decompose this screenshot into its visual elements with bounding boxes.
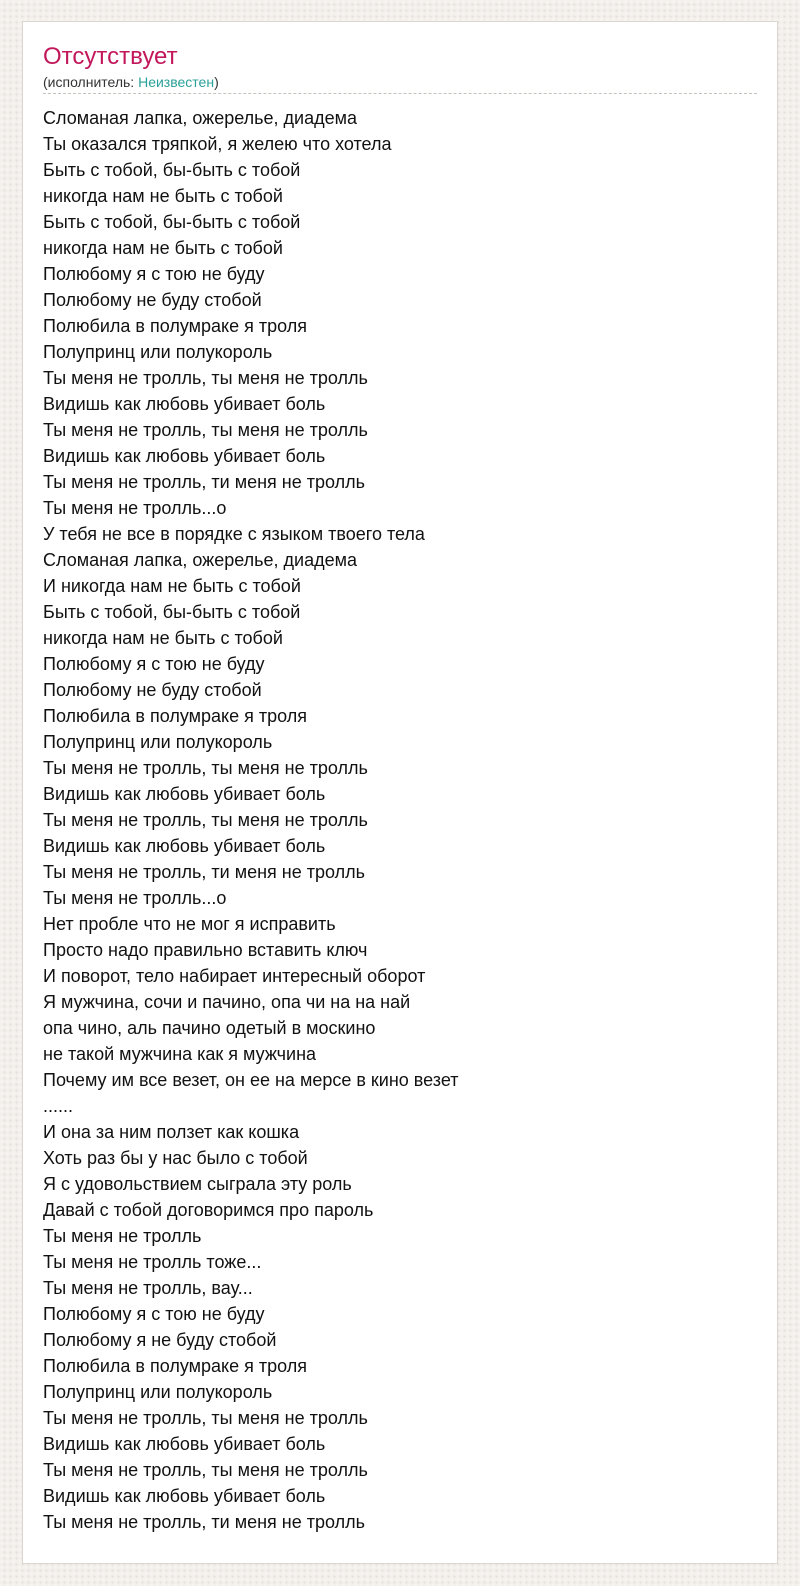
lyric-line: опа чино, аль пачино одетый в москино (43, 1018, 376, 1038)
artist-prefix: (исполнитель: (43, 74, 139, 90)
lyric-line: Ты меня не тролль, ты меня не тролль (43, 1408, 368, 1428)
lyric-line: никогда нам не быть с тобой (43, 186, 283, 206)
lyric-line: не такой мужчина как я мужчина (43, 1044, 317, 1064)
lyric-line: Быть с тобой, бы-быть с тобой (43, 160, 301, 180)
lyric-line: Я с удовольствием сыграла эту роль (43, 1174, 352, 1194)
artist-link[interactable]: Неизвестен (138, 74, 215, 90)
title-divider (43, 93, 757, 94)
lyric-line: Полупринц или полукороль (43, 342, 273, 362)
lyric-line: И она за ним ползет как кошка (43, 1122, 300, 1142)
lyric-line: Видишь как любовь убивает боль (43, 836, 326, 856)
lyric-line: Ты меня не тролль, ты меня не тролль (43, 368, 368, 388)
lyric-line: Видишь как любовь убивает боль (43, 1434, 326, 1454)
lyric-line: Полюбому не буду стобой (43, 290, 262, 310)
lyric-line: Сломаная лапка, ожерелье, диадема (43, 108, 357, 128)
lyric-line: Ты меня не тролль, ты меня не тролль (43, 810, 368, 830)
lyric-line: Давай с тобой договоримся про пароль (43, 1200, 374, 1220)
lyric-line: И никогда нам не быть с тобой (43, 576, 301, 596)
lyric-line: Просто надо правильно вставить ключ (43, 940, 368, 960)
lyric-line: Ты меня не тролль, ти меня не тролль (43, 862, 366, 882)
lyric-line: Полюбому я с тою не буду (43, 1304, 265, 1324)
artist-suffix: ) (214, 74, 219, 90)
lyric-line: Полюбому я с тою не буду (43, 264, 265, 284)
lyric-line: Ты меня не тролль...о (43, 888, 227, 908)
lyric-line: Ты меня не тролль, ты меня не тролль (43, 758, 368, 778)
lyric-line: никогда нам не быть с тобой (43, 238, 283, 258)
lyric-line: И поворот, тело набирает интересный оборот (43, 966, 426, 986)
lyric-line: Хоть раз бы у нас было с тобой (43, 1148, 308, 1168)
lyric-line: Ты меня не тролль (43, 1226, 202, 1246)
lyric-line: Я мужчина, сочи и пачино, опа чи на на най (43, 992, 411, 1012)
lyric-line: Видишь как любовь убивает боль (43, 784, 326, 804)
lyrics-card (22, 21, 778, 1564)
lyric-line: Быть с тобой, бы-быть с тобой (43, 212, 301, 232)
lyric-line: Ты меня не тролль тоже... (43, 1252, 262, 1272)
lyric-line: Ты меня не тролль...о (43, 498, 227, 518)
lyric-line: Полюбила в полумраке я троля (43, 316, 308, 336)
lyric-line: Ты меня не тролль, вау... (43, 1278, 253, 1298)
lyric-line: Полупринц или полукороль (43, 732, 273, 752)
lyric-line: Полюбила в полумраке я троля (43, 1356, 308, 1376)
lyric-line: У тебя не все в порядке с языком твоего тела (43, 524, 425, 544)
lyrics-body (43, 105, 757, 1535)
lyric-line: Нет пробле что не мог я исправить (43, 914, 336, 934)
lyric-line: Ты меня не тролль, ти меня не тролль (43, 472, 366, 492)
lyric-line: Полюбому я с тою не буду (43, 654, 265, 674)
song-title: Отсутствует (43, 43, 178, 70)
lyric-line: Ты меня не тролль, ти меня не тролль (43, 1512, 366, 1532)
lyric-line: Ты меня не тролль, ты меня не тролль (43, 1460, 368, 1480)
lyric-line: Полюбому не буду стобой (43, 680, 262, 700)
lyric-line: Полюбому я не буду стобой (43, 1330, 277, 1350)
lyric-line: Видишь как любовь убивает боль (43, 446, 326, 466)
artist-line (43, 73, 757, 91)
lyric-line: Видишь как любовь убивает боль (43, 394, 326, 414)
lyric-line: Сломаная лапка, ожерелье, диадема (43, 550, 357, 570)
lyric-line: Полюбила в полумраке я троля (43, 706, 308, 726)
lyric-line: ...... (43, 1096, 74, 1116)
lyric-line: Быть с тобой, бы-быть с тобой (43, 602, 301, 622)
lyric-line: Ты меня не тролль, ты меня не тролль (43, 420, 368, 440)
lyric-line: Видишь как любовь убивает боль (43, 1486, 326, 1506)
lyric-line: Ты оказался тряпкой, я желею что хотела (43, 134, 392, 154)
lyric-line: никогда нам не быть с тобой (43, 628, 283, 648)
lyric-line: Полупринц или полукороль (43, 1382, 273, 1402)
lyric-line: Почему им все везет, он ее на мерсе в кино везет (43, 1070, 459, 1090)
